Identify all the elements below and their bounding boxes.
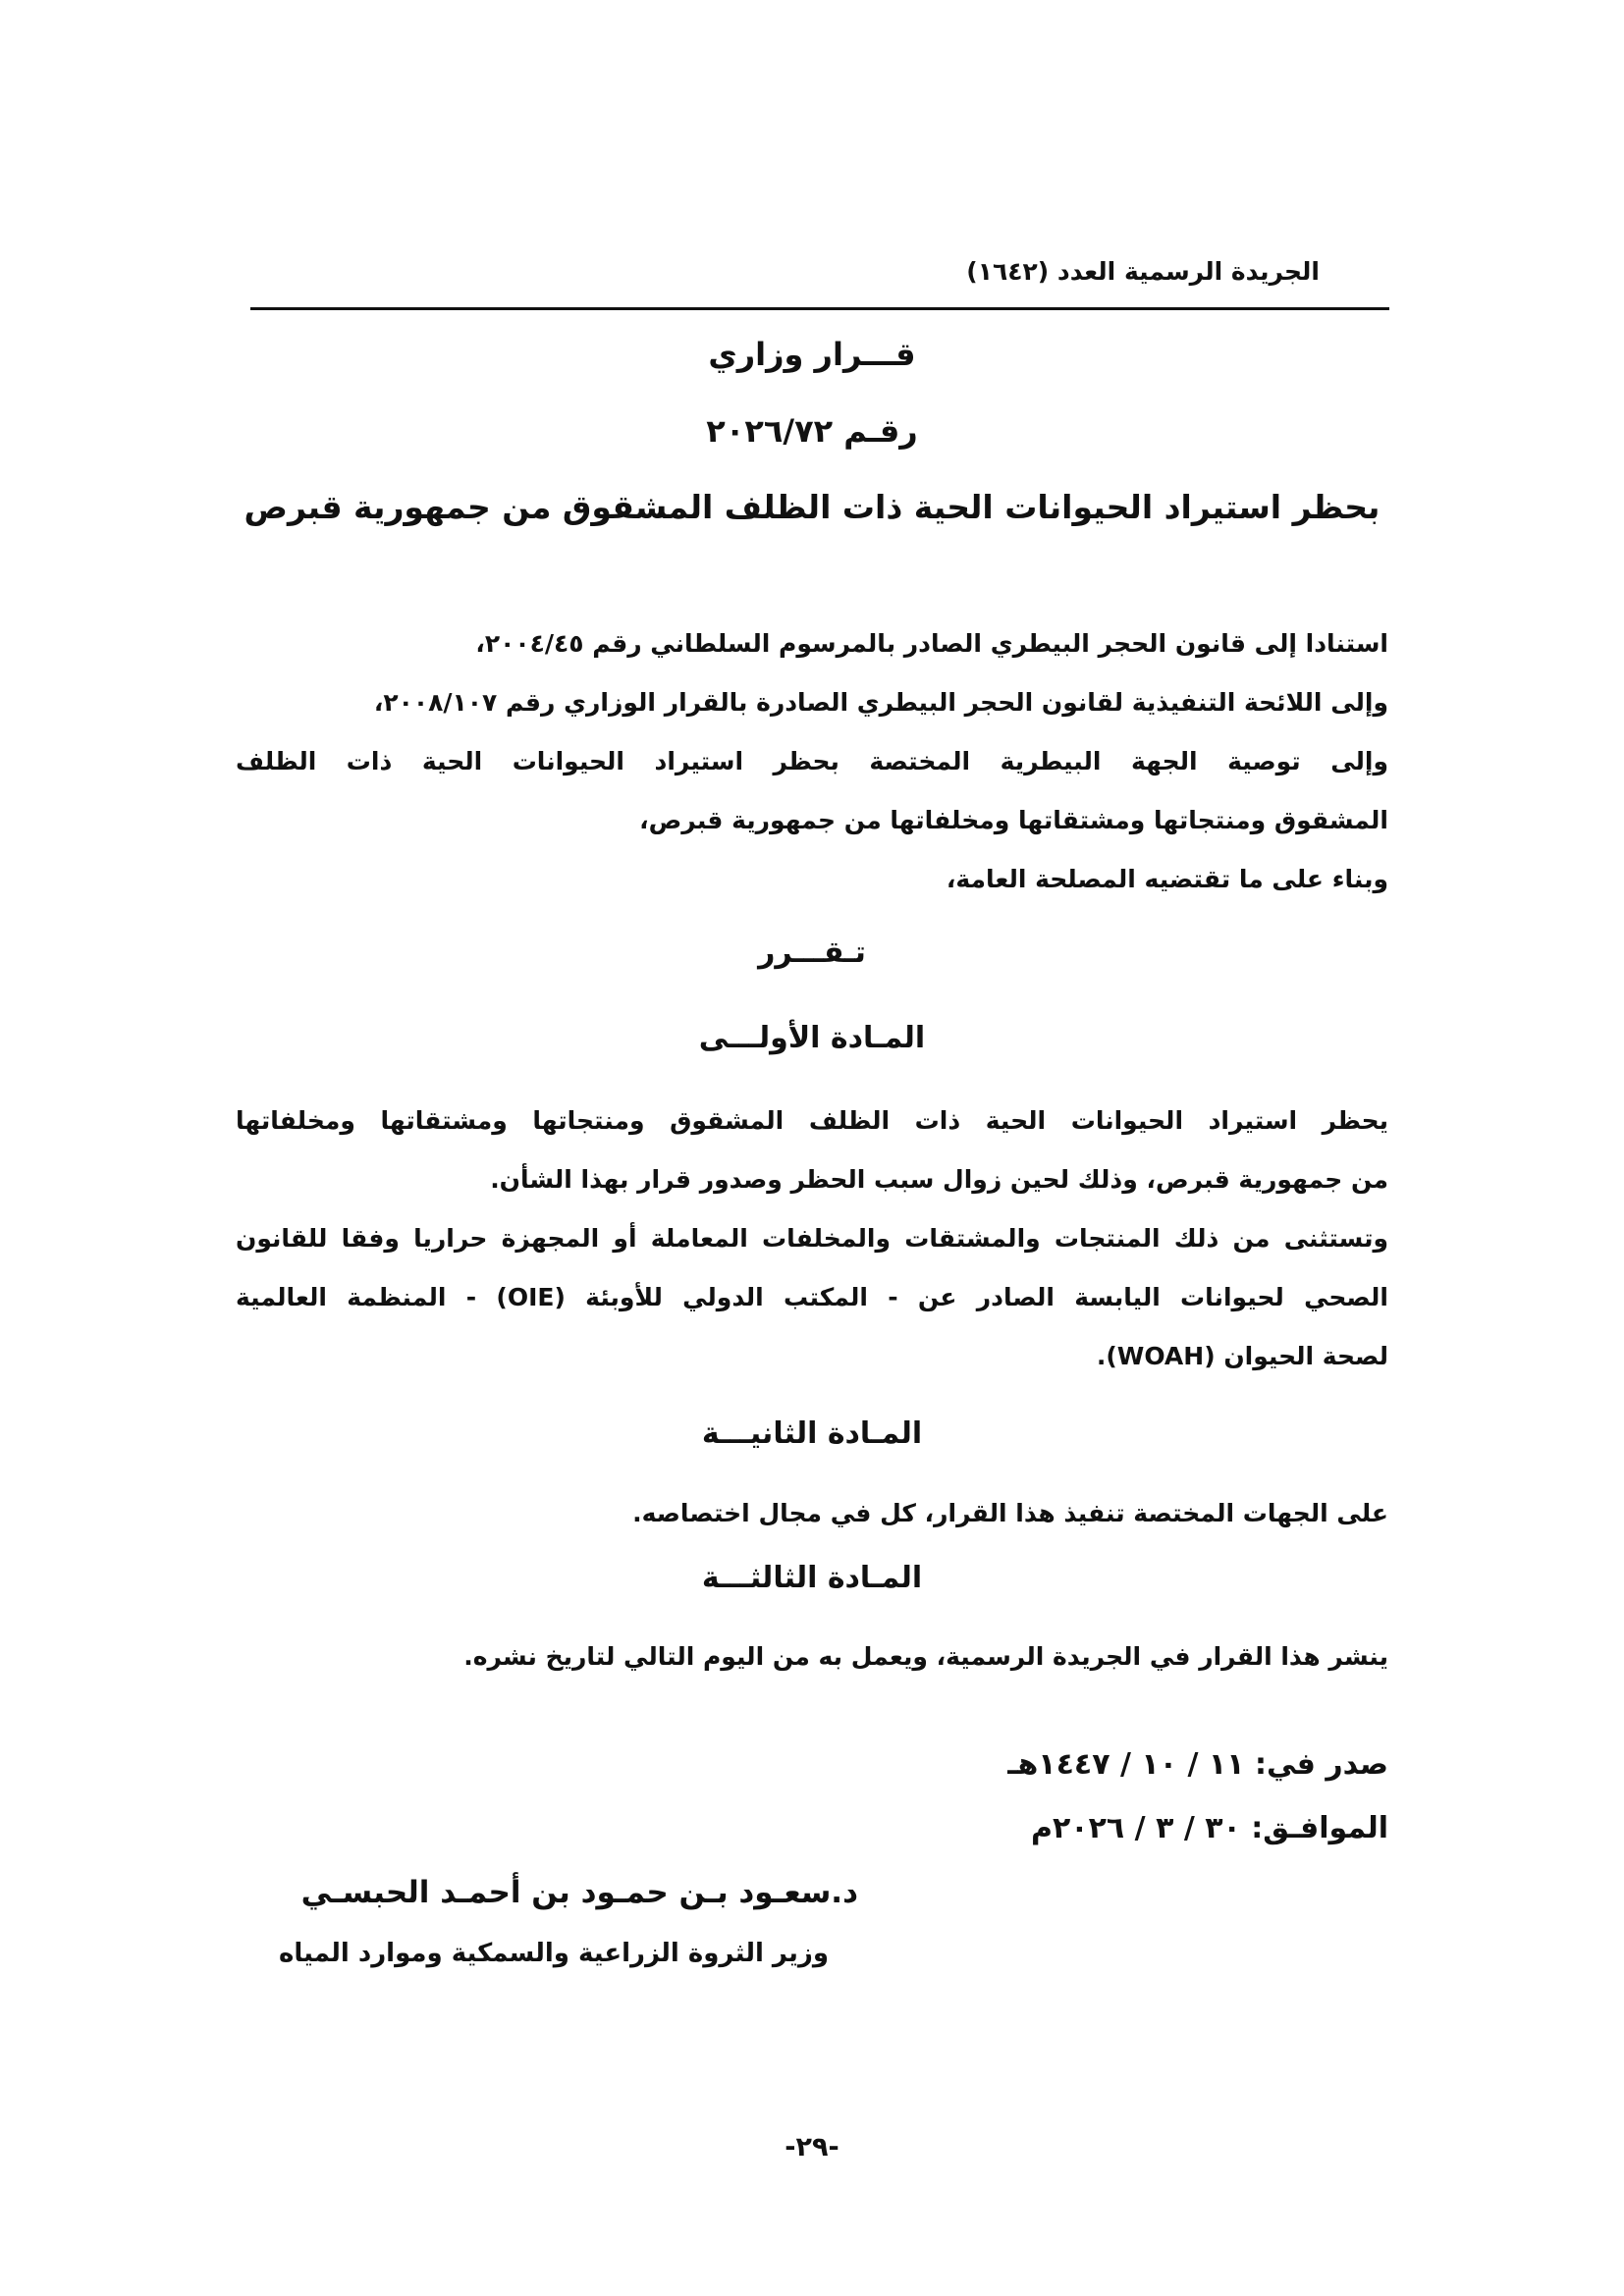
signatory-name: د.سعـود بـن حمـود بن أحمـد الحبسـي <box>300 1875 858 1910</box>
signatory-title: وزير الثروة الزراعية والسمكية وموارد المياه <box>278 1939 829 1968</box>
article-line: وتستثنى من ذلك المنتجات والمشتقات والمخلفات المعاملة أو المجهزة حراريا وفقا للقانون <box>236 1224 1388 1253</box>
preamble-line: وبناء على ما تقتضيه المصلحة العامة، <box>946 865 1388 893</box>
preamble <box>236 614 1388 909</box>
article-3-body <box>236 1628 1388 1686</box>
gazette-header: الجريدة الرسمية العدد (١٦٤٢) <box>966 257 1320 286</box>
preamble-line: استنادا إلى قانون الحجر البيطري الصادر بالمرسوم السلطاني رقم ٢٠٠٤/٤٥، <box>475 629 1388 658</box>
article-line: من جمهورية قبرص، وذلك لحين زوال سبب الحظر وصدور قرار بهذا الشأن. <box>490 1165 1388 1194</box>
article-line: الصحي لحيوانات اليابسة الصادر عن - المكتب الدولي للأوبئة (OIE) - المنظمة العالمية <box>236 1283 1388 1311</box>
article-line: يحظر استيراد الحيوانات الحية ذات الظلف المشقوق ومنتجاتها ومشتقاتها ومخلفاتها <box>236 1106 1388 1135</box>
article-line: على الجهات المختصة تنفيذ هذا القرار، كل في مجال اختصاصه. <box>632 1499 1388 1527</box>
page-number: -٢٩- <box>785 2132 839 2163</box>
preamble-line: وإلى توصية الجهة البيطرية المختصة بحظر استيراد الحيوانات الحية ذات الظلف <box>236 747 1388 775</box>
issue-date-hijri: صدر في: ١١ / ١٠ / ١٤٤٧هـ <box>1007 1747 1388 1782</box>
article-2-body <box>236 1484 1388 1543</box>
article-1-heading: المـادة الأولـــى <box>698 1021 926 1055</box>
decision-subject: بحظر استيراد الحيوانات الحية ذات الظلف المشقوق من جمهورية قبرص <box>244 488 1380 526</box>
decision-type: قـــرار وزاري <box>708 336 916 373</box>
article-2-heading: المـادة الثانيـــة <box>701 1416 923 1451</box>
article-line: ينشر هذا القرار في الجريدة الرسمية، ويعمل به من اليوم التالي لتاريخ نشره. <box>463 1642 1388 1671</box>
issue-date-gregorian: الموافـق: ٣٠ / ٣ / ٢٠٢٦م <box>1030 1811 1388 1845</box>
decision-number: رقـم ٢٠٢٦/٧٢ <box>706 412 918 450</box>
article-3-heading: المـادة الثالثـــة <box>701 1561 923 1595</box>
preamble-line: وإلى اللائحة التنفيذية لقانون الحجر البيطري الصادرة بالقرار الوزاري رقم ٢٠٠٨/١٠٧، <box>373 688 1388 717</box>
article-1-body <box>236 1092 1388 1386</box>
preamble-line: المشقوق ومنتجاتها ومشتقاتها ومخلفاتها من جمهورية قبرص، <box>639 806 1388 834</box>
header-divider <box>250 307 1389 310</box>
article-line: لصحة الحيوان (WOAH). <box>1096 1342 1388 1370</box>
decides-heading: تـقـــرر <box>758 935 866 970</box>
